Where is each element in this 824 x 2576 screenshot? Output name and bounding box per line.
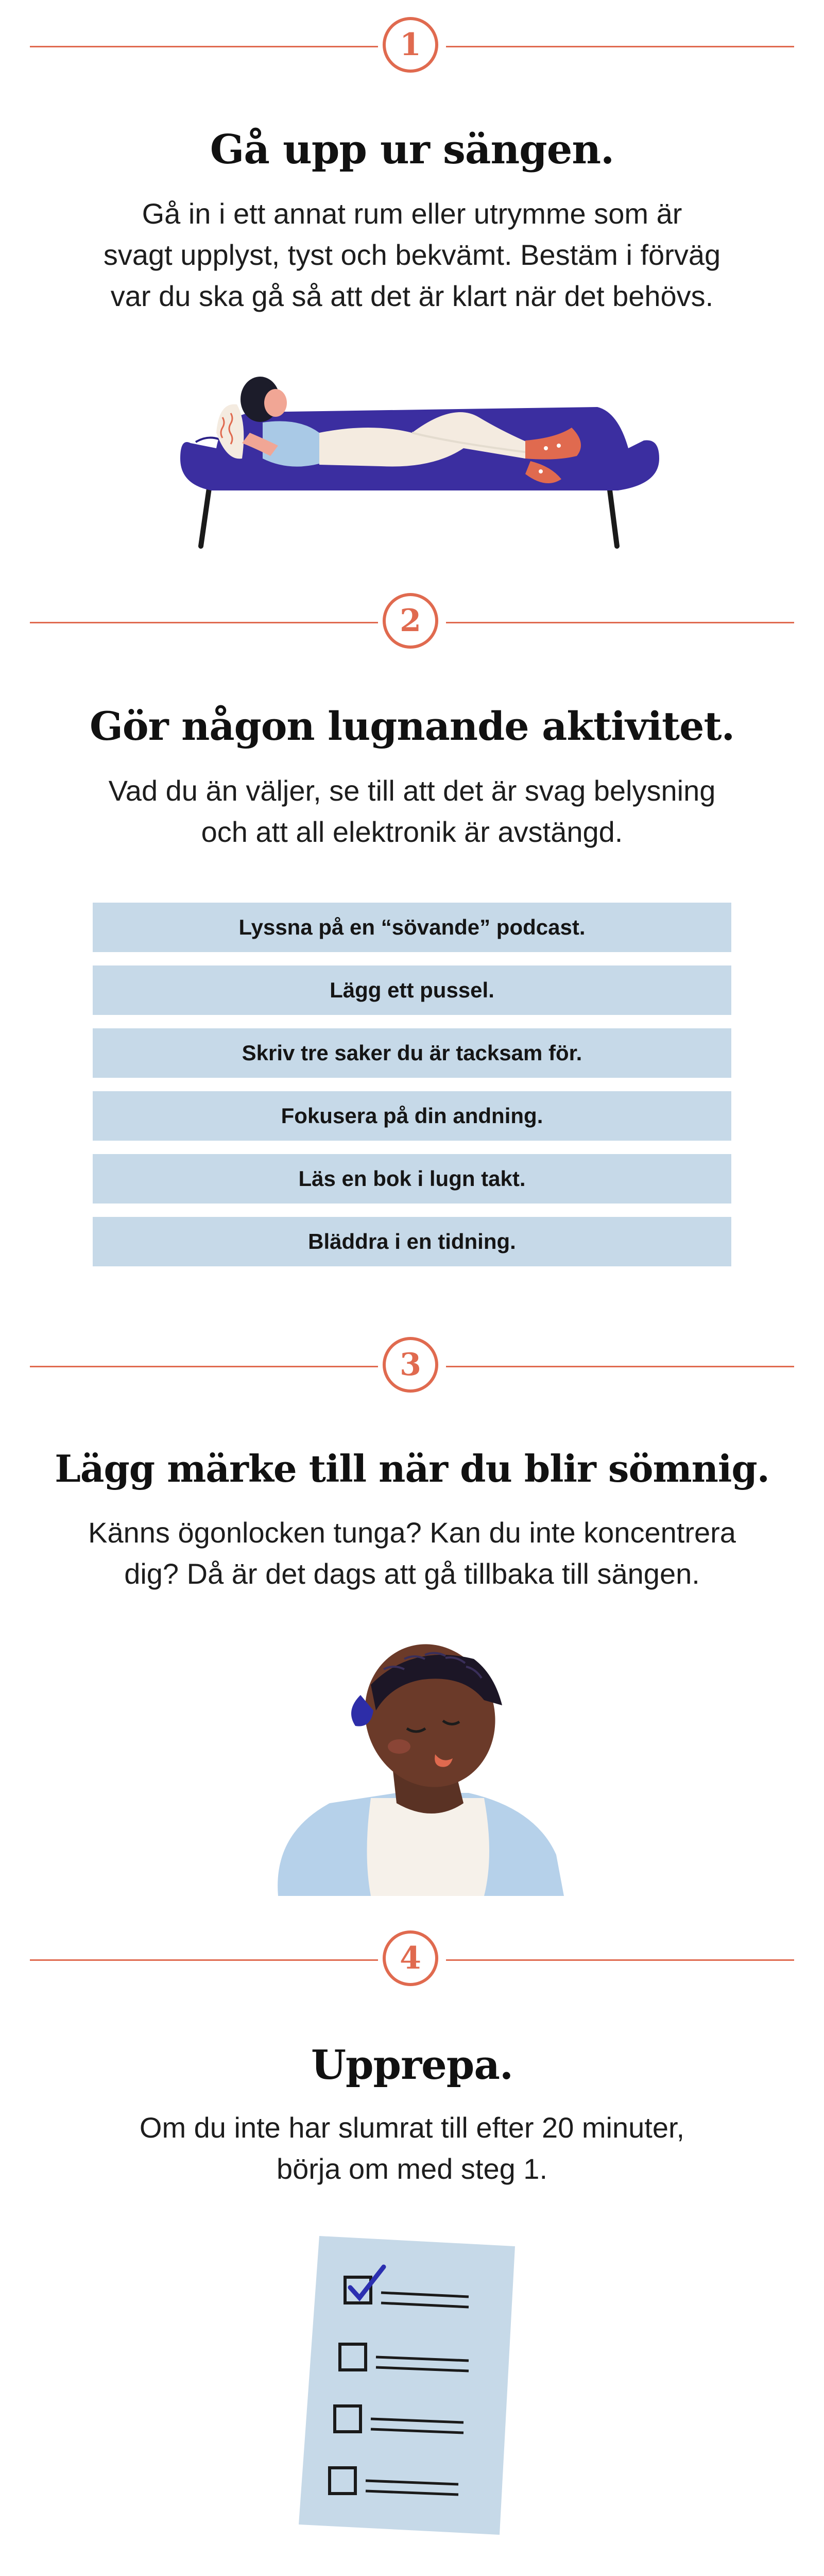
sleepy-person-illustration bbox=[268, 1638, 587, 1896]
description-line: och att all elektronik är avstängd. bbox=[201, 816, 623, 848]
description-line: börja om med steg 1. bbox=[276, 2153, 548, 2185]
step-divider-4 bbox=[0, 1929, 824, 1991]
step-number-badge: 3 bbox=[383, 1337, 438, 1393]
divider-line bbox=[30, 1366, 378, 1367]
activity-item: Läs en bok i lugn takt. bbox=[93, 1154, 731, 1204]
divider-line bbox=[30, 622, 378, 623]
step-4-title: Upprepa. bbox=[311, 2042, 513, 2089]
activity-item: Lyssna på en “sövande” podcast. bbox=[93, 903, 731, 952]
description-line: svagt upplyst, tyst och bekvämt. Bestäm i förväg bbox=[103, 239, 721, 271]
divider-line bbox=[446, 1366, 794, 1367]
sofa-illustration bbox=[165, 355, 680, 551]
checklist-illustration bbox=[278, 2226, 546, 2545]
step-divider-3 bbox=[0, 1335, 824, 1397]
divider-line bbox=[30, 46, 378, 47]
step-divider-2 bbox=[0, 591, 824, 653]
step-2-title: Gör någon lugnande aktivitet. bbox=[89, 703, 735, 749]
step-divider-1 bbox=[0, 15, 824, 77]
step-number-badge: 2 bbox=[383, 593, 438, 649]
description-line: dig? Då är det dags att gå tillbaka till sängen. bbox=[124, 1557, 700, 1590]
activity-item: Lägg ett pussel. bbox=[93, 965, 731, 1015]
activity-item: Fokusera på din andning. bbox=[93, 1091, 731, 1141]
description-line: Om du inte har slumrat till efter 20 minuter, bbox=[139, 2111, 685, 2144]
divider-line bbox=[446, 46, 794, 47]
step-number-badge: 1 bbox=[383, 17, 438, 73]
step-2-description bbox=[52, 770, 772, 853]
description-line: Vad du än väljer, se till att det är svag belysning bbox=[108, 774, 716, 807]
step-1-title: Gå upp ur sängen. bbox=[210, 126, 614, 173]
activity-list bbox=[93, 903, 731, 1280]
activity-item: Skriv tre saker du är tacksam för. bbox=[93, 1028, 731, 1078]
activity-item: Bläddra i en tidning. bbox=[93, 1217, 731, 1266]
divider-line bbox=[446, 1959, 794, 1961]
description-line: Känns ögonlocken tunga? Kan du inte koncentrera bbox=[88, 1516, 736, 1549]
step-1-description bbox=[52, 193, 772, 317]
description-line: Gå in i ett annat rum eller utrymme som är bbox=[142, 197, 682, 230]
description-line: var du ska gå så att det är klart när det behövs. bbox=[110, 280, 714, 312]
step-3-description bbox=[52, 1512, 772, 1595]
step-3-title: Lägg märke till när du blir sömnig. bbox=[55, 1447, 769, 1490]
divider-line bbox=[446, 622, 794, 623]
step-number-badge: 4 bbox=[383, 1930, 438, 1986]
divider-line bbox=[30, 1959, 378, 1961]
step-4-description bbox=[52, 2107, 772, 2190]
